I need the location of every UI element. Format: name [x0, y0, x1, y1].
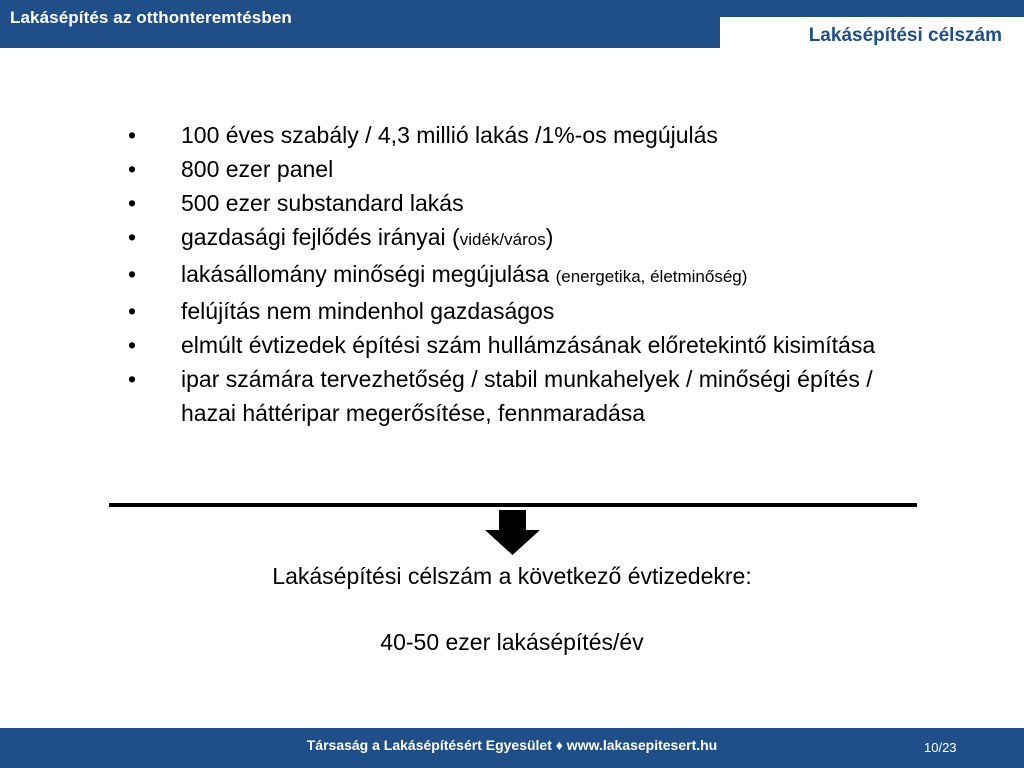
conclusion-heading: Lakásépítési célszám a következő évtizedekre:	[272, 563, 752, 589]
bullet-marker: •	[128, 190, 137, 216]
bullet-marker: •	[128, 366, 137, 392]
down-arrow-icon	[485, 510, 540, 555]
bullet-item	[128, 118, 928, 152]
slide-title-box	[720, 17, 1024, 48]
bullet-item	[128, 257, 928, 294]
header-band	[0, 0, 1024, 48]
bullet-close: )	[545, 224, 554, 250]
bullet-marker: •	[128, 298, 137, 324]
bullet-text: elmúlt évtizedek építési szám hullámzásának előretekintő kisimítása	[181, 332, 876, 358]
bullet-item	[128, 152, 928, 186]
bullet-item	[128, 220, 928, 257]
bullet-marker: •	[128, 332, 137, 358]
bullet-item	[128, 328, 928, 362]
page-number: 10/23	[924, 740, 957, 755]
footer-band	[0, 728, 1024, 768]
bullet-item	[128, 362, 928, 430]
bullet-marker: •	[128, 261, 137, 287]
deck-title: Lakásépítés az otthonteremtésben	[10, 8, 292, 27]
slide-title: Lakásépítési célszám	[808, 25, 1002, 46]
bullet-marker: •	[128, 122, 137, 148]
bullet-marker: •	[128, 156, 137, 182]
bullet-list	[128, 118, 928, 430]
bullet-marker: •	[128, 224, 137, 250]
bullet-text: ipar számára tervezhetőség / stabil munkahelyek / minőségi építés / hazai háttéripar megerősítése, fennmaradása	[181, 366, 873, 426]
bullet-note: (energetika, életminőség)	[555, 267, 748, 286]
bullet-text: 500 ezer substandard lakás	[181, 190, 464, 216]
conclusion-value: 40-50 ezer lakásépítés/év	[380, 629, 644, 655]
bullet-text: 800 ezer panel	[181, 156, 334, 182]
bullet-item	[128, 186, 928, 220]
divider	[109, 503, 917, 507]
bullet-text: 100 éves szabály / 4,3 millió lakás /1%-os megújulás	[181, 122, 718, 148]
footer-text: Társaság a Lakásépítésért Egyesület ♦ www.lakasepitesert.hu	[306, 737, 718, 753]
bullet-text: gazdasági fejlődés irányai (	[181, 224, 460, 250]
bullet-note: vidék/város	[459, 230, 546, 249]
bullet-text: lakásállomány minőségi megújulása	[181, 261, 556, 287]
bullet-item	[128, 294, 928, 328]
bullet-text: felújítás nem mindenhol gazdaságos	[181, 298, 555, 324]
